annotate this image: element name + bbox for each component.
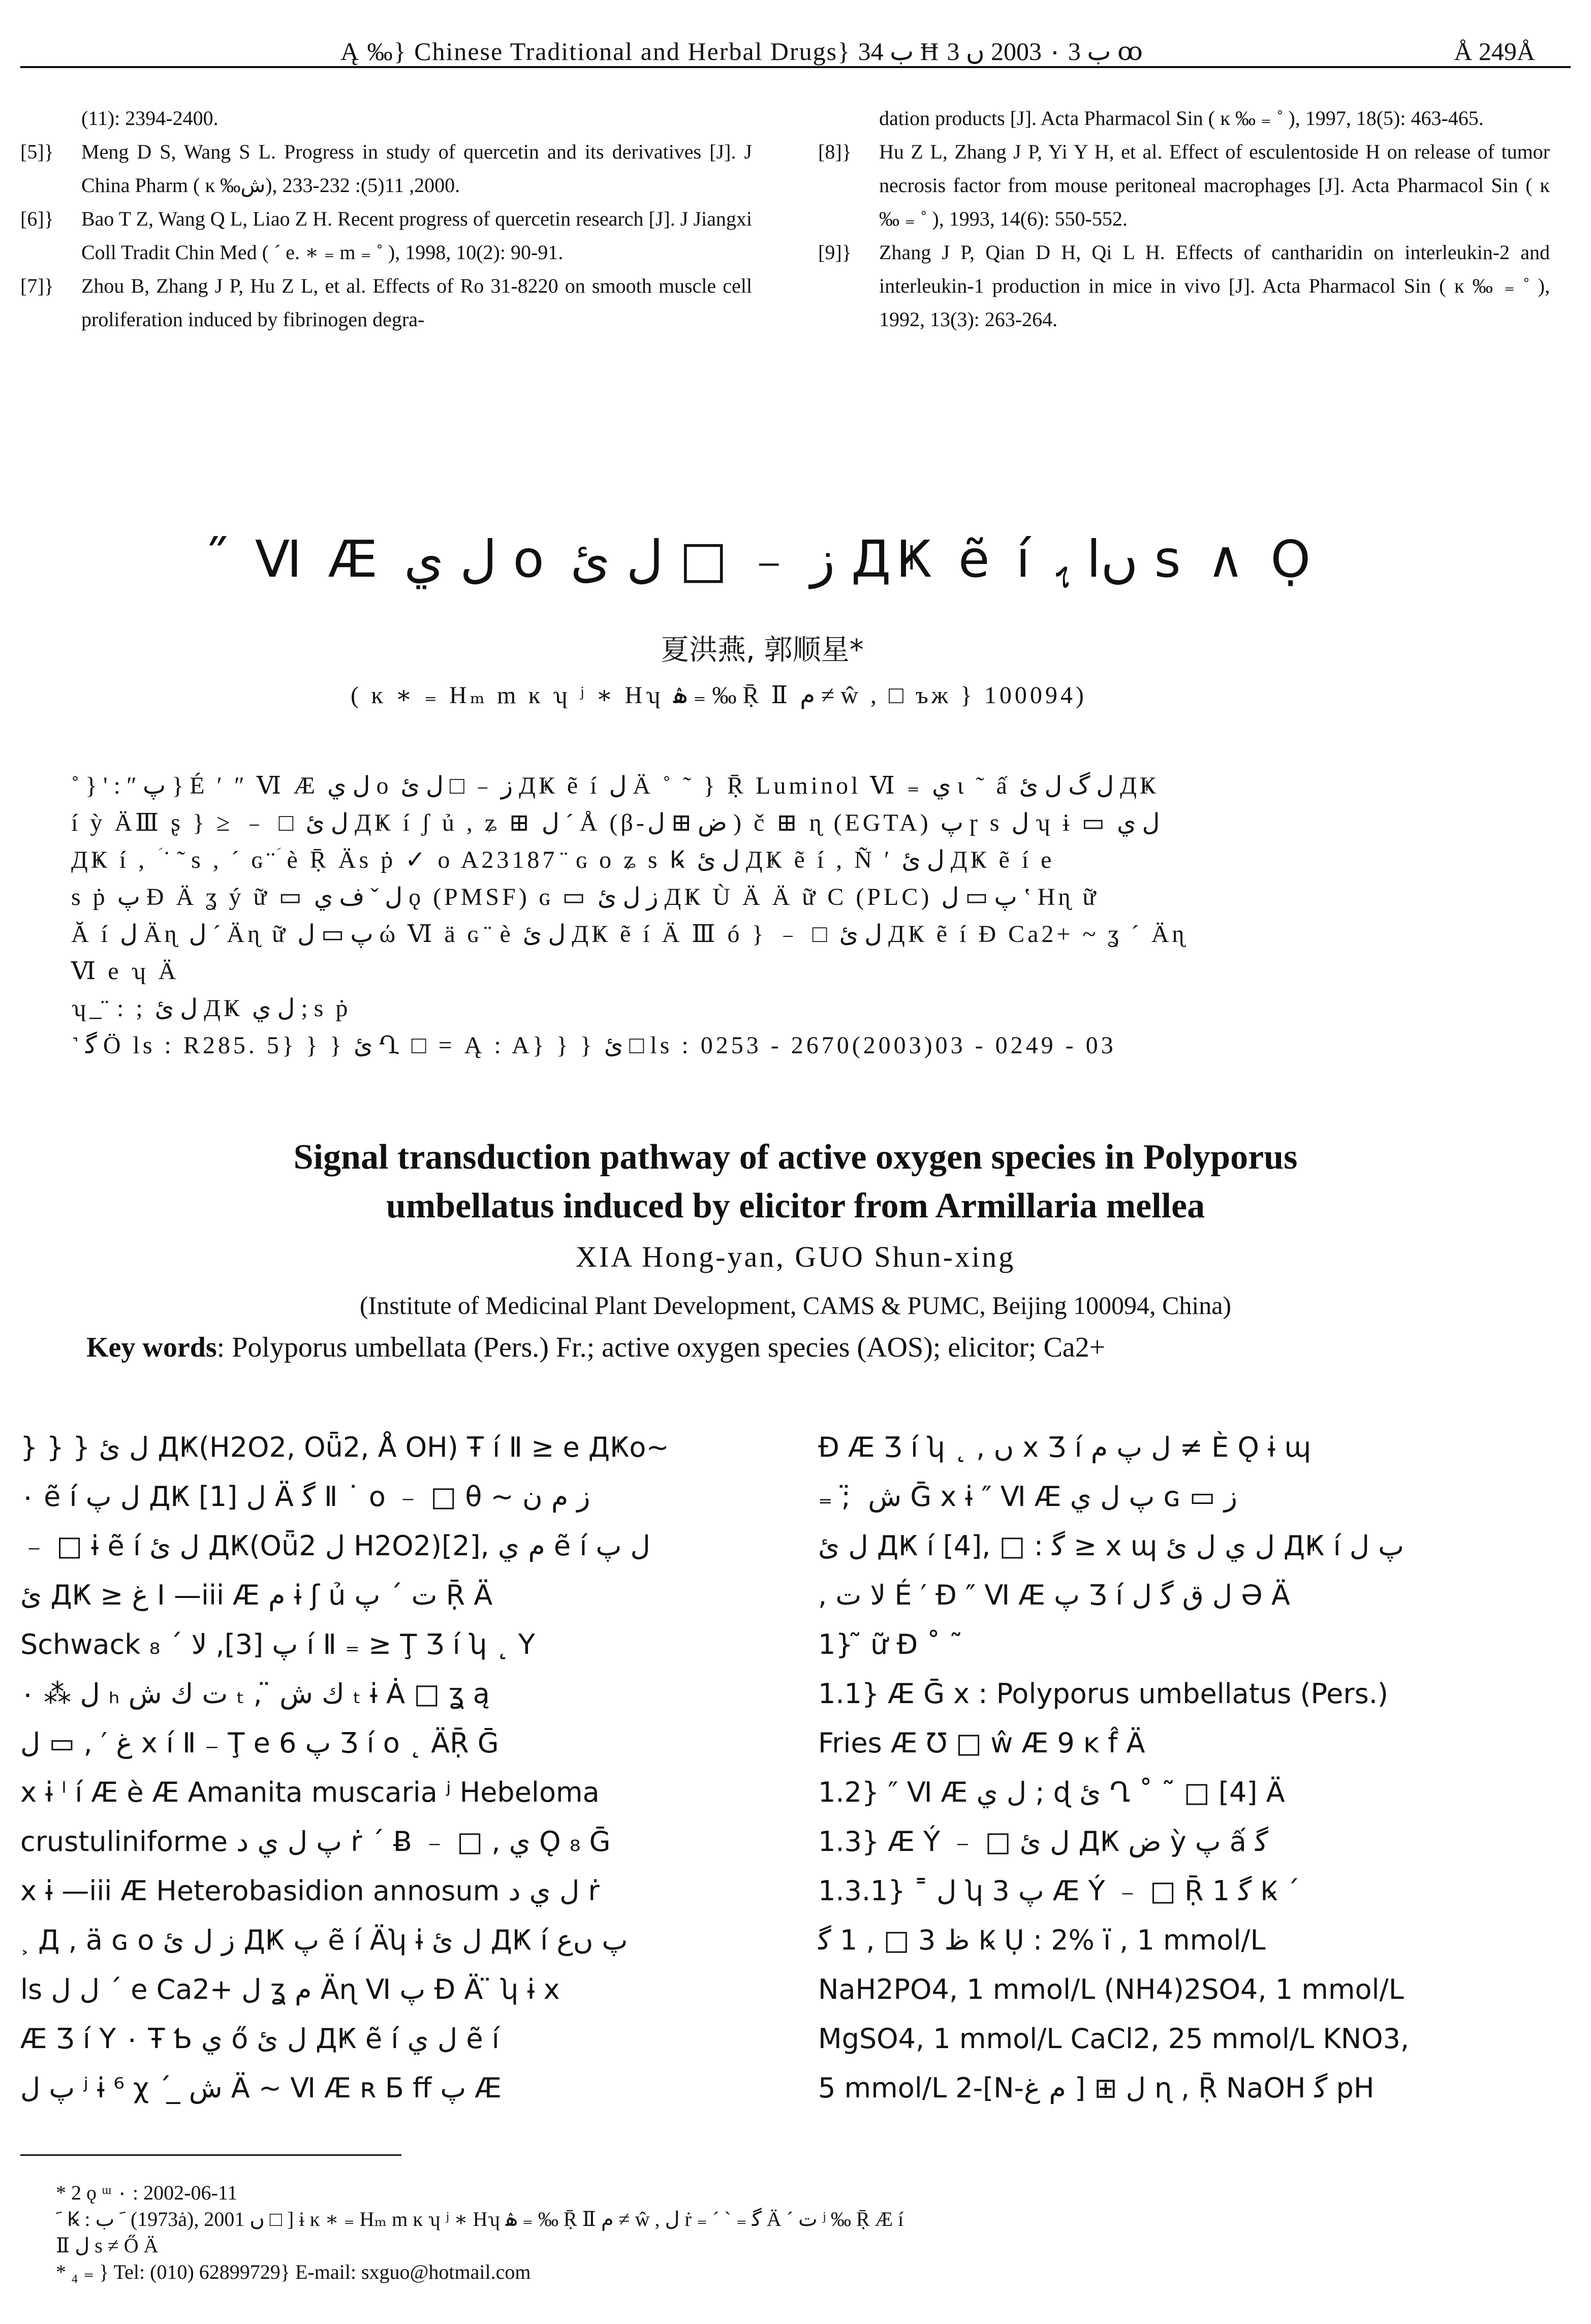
english-title-line: Signal transduction pathway of active oxygen species in Polyporus [293,1138,1298,1177]
abstract-line: Ă í ﻝ Äɳ ﻝ ˊ Äɳ ữ ﭖ ▭ ﻝ ώ Ⅵ ä ɢ ̈ è ﻝ ئ ДҜ ẽ í Ä Ⅲ ó } ﹣ □ ﻝ ئ ДҜ ẽ í Ɖ Ca2+ ~ ʓ ˊ Äɳ [71,921,1188,948]
body-line: 1.1} Æ Ḡ x : Polyporus umbellatus (Pers.) [818,1678,1388,1710]
reference-item: (11): 2394-2400. [81,107,219,130]
footnote-line: * ₄ ₌ } Tel: (010) 62899729} E-mail: sxguo@hotmail.com [56,2260,531,2283]
body-line: ۰ ⁂ ﻝ ₕ ﺕ ﻙ ﺵ ₜ , ̈ ﻙ ﺵ ₜ ɨ Ȧ □ ʓ ą [20,1678,490,1710]
reference-item: [8]} Hu Z L, Zhang J P, Yi Y H, et al. Effect of esculentoside H on release of tumor necrosis factor from mouse peritoneal macrophages [J]. Acta Pharmacol Sin ( ĸ ‰ ₌ ˚ ), 1993, 14(6): 550-552. [818,140,1550,230]
english-affiliation: (Institute of Medicinal Plant Development, CAMS & PUMC, Beijing 100094, China) [359,1291,1232,1320]
body-line: Fries Æ Ʊ □ ŵ Æ 9 ĸ f̂ Ä [818,1727,1145,1759]
abstract-line: ˚ } ' : ″ ﭖ } É ′ ″ Ⅵ Æ ﻝ ي o ز ﹣ □ ﻝ ئ ДҜ ẽ í ﻝ Ä ˚ ˜ } Ṝ Luminol Ⅵ ₌ ي ɩ ˜ ấ ﻝ گ ﻝ ئ ДҜ [71,772,1159,799]
body-line: ﻝ ئ ДҜ í [4], □ : ﮔ ≥ x ɰ ﻝ ي ﻝ ئ ДҜ í ﭖ ﻝ [818,1530,1405,1562]
body-line: ₌ ; ̈ ﺵ Ḡ x ɨ ″ Ⅵ Æ ﭖ ﻝ ي ɢ ▭ ز [818,1481,1237,1513]
footnote-divider [20,2154,401,2156]
body-right-column [818,1423,1550,2113]
body-line: crustuliniforme ﭖ ﻝ ي ﺩ ṙ ˊ Ƀ ﹣ □ , ي Ǫ ₈ Ḡ [20,1826,611,1858]
body-line: ﭖ ﻝ ʲ ɨ ⁶ χ ˊ ̲ ﺵ Ä ~ Ⅵ Æ ʀ Ƃ ﬀ ﭖ Æ [20,2072,502,2104]
body-line: ۰ ẽ í ﻝ ﭖ ДҜ ﻝ [1] Ä ﮔ Ⅱ ˙ o ﹣ □ θ ~ ﺯ ﻡ ﻥ [20,1481,590,1513]
page-number: Å 249Å [1454,37,1535,66]
body-line: ﹣ □ ɨ ẽ í ﻝ ئ ДҜ(Oǖ2 ﻝ H2O2)[2], ﻡ ي ẽ í ﻝ ﭖ [20,1530,650,1562]
body-line: 1.3.1} ˭ ﻝ ʮ 3 ﭖ Æ Ý ﹣ □ Ṝ 1 ﮔ Ꝃ ˊ [818,1875,1300,1907]
body-line: 5 mmol/L 2-[N-ﻡ ﻍ ] ⊞ ﻝ ɳ , Ṝ NaOH ﮔ pH [818,2072,1375,2104]
footnote-line: Ⅱ ﻝ s ≠ Ő Ä [56,2234,159,2257]
body-line: ls ﻝ ﻝ ˊ e Ca2+ ﻝ ʓ ﻡ Äɳ Ⅵ ﭖ Ɖ Ä ̈ ʮ ɨ x [20,1973,560,2005]
abstract-line: ДҜ í , ؘ ˙ ˜ s , ˊ ɢ ؘ ̈ è Ṝ Äs ṗ ✓ o A23187 ̈ ɢ o ʑ s Ꝃ ﻝ ئ ДҜ ẽ í , Ñ ′ ﻝ ئ ДҜ ẽ í e [71,846,1055,873]
body-line: Ɖ Æ Ʒ í ʮ ˛ , ں x Ʒ í ﻝ ﭖ ﻡ ≠ È Ǫ ɨ ɰ [818,1431,1311,1463]
chinese-affiliation: ( ĸ ∗ ₌ Hₘ m ĸ ʮ ʲ ∗ Hʮ ۿ ₌ ‰ Ṝ Ⅱ ﻡ ≠ ŵ , □ ъж } 100094) [351,682,1087,709]
reference-item: [5]} Meng D S, Wang S L. Progress in study of quercetin and its derivatives [J]. J China Pharm ( ĸ ‰ش), 2000, 11(5): 232-233. [20,140,752,197]
keywords-label: Key words [86,1332,217,1363]
body-line: MgSO4, 1 mmol/L CaCl2, 25 mmol/L KNO3, [818,2023,1410,2055]
abstract-line: í ỳ ÄⅢ ʂ } ≥ ﹣ □ ﻝ ئ ДҜ í ʃ ủ , ʑ ⊞ ﻝ ˊ Å (β-ﺽ ⊞ ﻝ ) č ⊞ ɳ (EGTA) ﭖ ɼ s ﻝ ʮ ɨ ▭ ﻝ ي [71,809,1160,836]
journal-header: Ą ‰} Chinese Traditional and Herbal Drugs} ب 34 Ħ ب 3 ۰ 2003 ں 3 ꝏ [340,37,1144,66]
classification-line: ˺ ﮔ Ö ls : R285. 5} } } ئ Ղ □ = Ą : A} } } ئ □ ls : 0253 - 2670(2003)03 - 0249 - 03 [71,1032,1116,1059]
keywords-line: ʮ ̲ ̈ : ; ﻝ ئ ДҜ ﻝ ي ; s ṗ [71,995,351,1022]
reference-item: [6]} Bao T Z, Wang Q L, Liao Z H. Recent progress of quercetin research [J]. J Jiangxi Coll Tradit Chin Med ( ´ e. ∗ ₌ m ₌ ˚ ), 1998, 10(2): 90-91. [20,207,752,264]
body-line: } } } ﻝ ئ ДҜ(H2O2, Oǖ2, Å OH) Ŧ í Ⅱ ≥ e ДҜo~ [20,1431,669,1463]
chinese-authors: 夏洪燕, 郭顺星* [661,634,864,667]
body-line: ﻅ 3 □ , 1 ﮔ Ꝃ Ụ : 2% ï , 1 mmol/L [818,1924,1266,1956]
body-line: ˲ Д , ä ɢ o ز ﻝ ئ ДҜ ﭖ ẽ í Äʮ ɨ ﻝ ئ ДҜ í ﭖ ںﻉ [20,1924,628,1956]
footnote-line: ﹶ Ꝃ : ﹶ ﺏ (1973ȧ), 2001 ں □ ] ɨ ĸ ∗ ₌ Hₘ m ĸ ʮ ʲ ∗ Hʮ ۿ ₌ ‰ Ṝ Ⅱ ﻡ ≠ ŵ , ﻝ ṙ ₌ ˊ ˋ ₌ ﮔ Ä ˊ ﺕ ʲ ‰ Ṝ Æ í [56,2208,904,2231]
english-title [0,1133,1591,1231]
references-left-column [20,102,752,336]
body-line: ئ ДҜ ≥ ﻍ I —iii Æ ﻡ ɨ ʃ ủ ﺕ ˊ ﭖ Ṝ Ä [20,1579,493,1611]
running-header [20,15,1571,68]
body-line: Æ Ʒ í Y ۰ Ŧ Ƅ ي ő ﻝ ئ ДҜ ẽ í ﻝ ي ẽ í [20,2023,500,2055]
reference-item: dation products [J]. Acta Pharmacol Sin ( ĸ ‰ ₌ ˚ ), 1997, 18(5): 463-465. [879,107,1484,130]
keywords-text: : Polyporus umbellata (Pers.) Fr.; active oxygen species (AOS); elicitor; Ca2+ [216,1332,1106,1363]
abstract-line: s ṗ ﭖ Ɖ Ä ʓ ý ữ ▭ ﻝ ˇ ﻑ ي ǫ (PMSF) ɢ ▭ ز ﻝ ئ ДҜ Ù Ä Ä ữ C (PLC) ﭖ ▭ ﻝ ʽ Hɳ ữ [71,884,1099,910]
body-line: Schwack ﭖ [3], ﻻ ˊ ₈ í Ⅱ ₌ ≥ Ţ Ʒ í ʮ ˛ Y [20,1628,535,1660]
body-left-column [20,1423,752,2113]
body-line: , ﻻ ﺕ É ′ Ɖ ″ Ⅵ Æ ﭖ Ʒ í ﻝ ق ﮔ ﻝ Ə Ä [818,1579,1290,1611]
chinese-title: ˝ Ⅵ Æ ﻝ ي o ز ﹣ □ ﻝ ئ ДҜ ẽ í ںﺍ ﮨ s ∧ Ọ [203,529,1316,589]
section-heading: 1} ̃ ữ Ɖ ˚ ˜ [818,1628,963,1660]
references-right-column [818,102,1550,336]
reference-item: [7]} Zhou B, Zhang J P, Hu Z L, et al. Effects of Ro 31-8220 on smooth muscle cell proliferation induced by fibrinogen degra- [20,274,752,331]
body-line: 1.2} ″ Ⅵ Æ ﻝ ي ; ɖ ئ Ղ ˚ ˜ □ [4] Ä [818,1776,1285,1808]
body-line: ﻍ ′ , ▭ ﻝ x í Ⅱ ₋ Ţ e 6 ﭖ Ʒ í o ˛ ÄṜ Ḡ [20,1727,499,1759]
reference-item: [9]} Zhang J P, Qian D H, Qi L H. Effects of cantharidin on interleukin-2 and interleukin-1 production in mice in vivo [J]. Acta Pharmacol Sin ( ĸ ‰ ₌ ˚ ), 1992, 13(3): 263-264. [818,241,1550,331]
footnotes [56,2180,903,2285]
body-line: x ɨ —iii Æ Heterobasidion annosum ﻝ ي ﺩ ṙ [20,1875,600,1907]
english-keywords [86,1331,1105,1364]
footnote-line: * 2 ǫ ᵚ ۰ : 2002-06-11 [56,2181,238,2204]
english-title-line: umbellatus induced by elicitor from Armillaria mellea [386,1186,1205,1226]
abstract-line: Ⅵ e ʮ Ä [71,958,179,985]
english-authors: XIA Hong-yan, GUO Shun-xing [575,1240,1016,1273]
body-line: NaH2PO4, 1 mmol/L (NH4)2SO4, 1 mmol/L [818,1973,1404,2005]
chinese-abstract [71,767,1535,1064]
body-line: x ɨ ˡ í Æ è Æ Amanita muscaria ʲ Hebeloma [20,1776,600,1808]
body-line: 1.3} Æ Ý ﹣ □ ﻝ ئ ДҜ ﺽ ỳ ﭖ ấ ﮔ [818,1826,1268,1858]
